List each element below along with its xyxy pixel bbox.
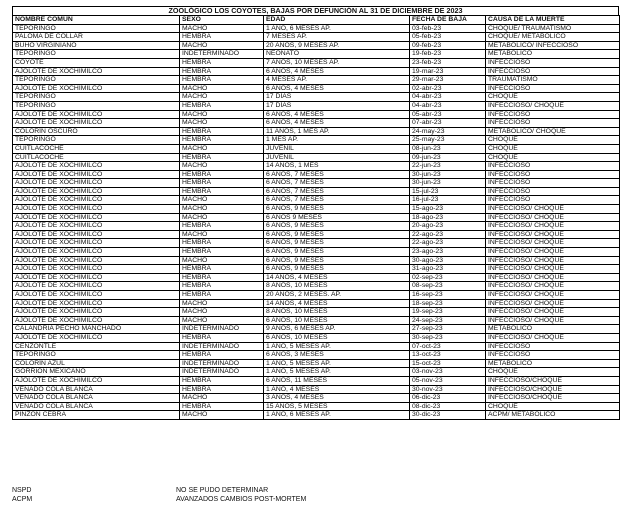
cell-fecha-de-baja: 09-jun-23 xyxy=(410,153,486,162)
note-meaning: AVANZADOS CAMBIOS POST-MORTEM xyxy=(176,496,307,503)
cell-fecha-de-baja: 23-ago-23 xyxy=(410,248,486,257)
cell-edad: 6 AÑOS, 9 MESES xyxy=(264,230,410,239)
cell-fecha-de-baja: 30-sep-23 xyxy=(410,333,486,342)
cell-causa-de-la-muerte: METABÓLICO/ CHOQUE xyxy=(486,127,620,136)
cell-nombre-comun: TEPORINGO xyxy=(13,76,180,85)
table-row xyxy=(13,93,620,102)
cell-causa-de-la-muerte: INFECCIOSO xyxy=(486,196,620,205)
cell-nombre-comun: AJOLOTE DE XOCHIMILCO xyxy=(13,316,180,325)
cell-nombre-comun: PALOMA DE COLLAR xyxy=(13,33,180,42)
header-sexo: SEXO xyxy=(180,16,264,25)
cell-fecha-de-baja: 07-oct-23 xyxy=(410,342,486,351)
cell-sexo: HEMBRA xyxy=(180,136,264,145)
table-row xyxy=(13,411,620,420)
cell-fecha-de-baja: 23-feb-23 xyxy=(410,58,486,67)
cell-nombre-comun: AJOLOTE DE XOCHIMILCO xyxy=(13,376,180,385)
table-row xyxy=(13,385,620,394)
cell-fecha-de-baja: 08-sep-23 xyxy=(410,282,486,291)
cell-nombre-comun: TEPORINGO xyxy=(13,93,180,102)
table-row xyxy=(13,101,620,110)
cell-causa-de-la-muerte: INFECCIOSO/ CHOQUE xyxy=(486,205,620,214)
cell-nombre-comun: AJOLOTE DE XOCHIMILCO xyxy=(13,119,180,128)
cell-nombre-comun: AJOLOTE DE XOCHIMILCO xyxy=(13,84,180,93)
cell-edad: 15 AÑOS, 5 MESES xyxy=(264,402,410,411)
header-causa-de-la-muerte: CAUSA DE LA MUERTE xyxy=(486,16,620,25)
cell-fecha-de-baja: 13-oct-23 xyxy=(410,351,486,360)
cell-edad: 4 MESES AP. xyxy=(264,76,410,85)
cell-edad: 6 AÑOS, 9 MESES xyxy=(264,256,410,265)
cell-sexo: HEMBRA xyxy=(180,67,264,76)
cell-nombre-comun: AJOLOTE DE XOCHIMILCO xyxy=(13,162,180,171)
table-row xyxy=(13,179,620,188)
cell-causa-de-la-muerte: INFECCIOSO/ CHOQUE xyxy=(486,239,620,248)
table-row xyxy=(13,368,620,377)
cell-sexo: HEMBRA xyxy=(180,33,264,42)
cell-fecha-de-baja: 19-sep-23 xyxy=(410,308,486,317)
cell-nombre-comun: GORRIÓN MEXICANO xyxy=(13,368,180,377)
table-row xyxy=(13,84,620,93)
cell-sexo: HEMBRA xyxy=(180,282,264,291)
cell-nombre-comun: VENADO COLA BLANCA xyxy=(13,385,180,394)
cell-nombre-comun: AJOLOTE DE XOCHIMILCO xyxy=(13,239,180,248)
cell-edad: JUVENIL xyxy=(264,153,410,162)
cell-nombre-comun: VENADO COLA BLANCA xyxy=(13,394,180,403)
table-row xyxy=(13,402,620,411)
table-row xyxy=(13,265,620,274)
table-row xyxy=(13,222,620,231)
cell-sexo: HEMBRA xyxy=(180,351,264,360)
table-row xyxy=(13,76,620,85)
cell-causa-de-la-muerte: INFECCIOSO xyxy=(486,110,620,119)
cell-edad: 1 AÑO, 5 MESES AP. xyxy=(264,342,410,351)
cell-edad: 6 AÑOS, 7 MESES xyxy=(264,170,410,179)
cell-fecha-de-baja: 05-abr-23 xyxy=(410,110,486,119)
cell-sexo: HEMBRA xyxy=(180,187,264,196)
cell-edad: 6 AÑOS, 9 MESES xyxy=(264,265,410,274)
cell-causa-de-la-muerte: INFECCIOSO/ CHOQUE xyxy=(486,316,620,325)
cell-fecha-de-baja: 05-nov-23 xyxy=(410,376,486,385)
cell-causa-de-la-muerte: INFECCIOSO xyxy=(486,84,620,93)
cell-edad: 6 AÑOS, 4 MESES xyxy=(264,119,410,128)
table-row xyxy=(13,342,620,351)
cell-nombre-comun: AJOLOTE DE XOCHIMILCO xyxy=(13,187,180,196)
table-row xyxy=(13,239,620,248)
cell-edad: 7 AÑOS, 10 MESES AP. xyxy=(264,58,410,67)
cell-edad: 6 AÑOS, 3 MESES xyxy=(264,351,410,360)
cell-causa-de-la-muerte: INFECCIOSO xyxy=(486,119,620,128)
cell-nombre-comun: AJOLOTE DE XOCHIMILCO xyxy=(13,333,180,342)
cell-nombre-comun: TEPORINGO xyxy=(13,50,180,59)
table-row xyxy=(13,162,620,171)
table-row xyxy=(13,230,620,239)
table-row xyxy=(13,170,620,179)
cell-nombre-comun: AJOLOTE DE XOCHIMILCO xyxy=(13,265,180,274)
cell-fecha-de-baja: 06-dic-23 xyxy=(410,394,486,403)
cell-nombre-comun: CENZONTLE xyxy=(13,342,180,351)
cell-fecha-de-baja: 19-mar-23 xyxy=(410,67,486,76)
cell-sexo: HEMBRA xyxy=(180,239,264,248)
cell-nombre-comun: AJOLOTE DE XOCHIMILCO xyxy=(13,248,180,257)
cell-causa-de-la-muerte: INFECCIOSO xyxy=(486,179,620,188)
table-row xyxy=(13,333,620,342)
cell-nombre-comun: BÚHO VIRGINIANO xyxy=(13,41,180,50)
cell-nombre-comun: AJOLOTE DE XOCHIMILCO xyxy=(13,67,180,76)
table-row xyxy=(13,50,620,59)
cell-edad: 1 AÑO, 5 MESES AP. xyxy=(264,359,410,368)
cell-causa-de-la-muerte: INFECCIOSO xyxy=(486,58,620,67)
cell-edad: 20 AÑOS, 9 MESES AP. xyxy=(264,41,410,50)
cell-sexo: HEMBRA xyxy=(180,170,264,179)
cell-nombre-comun: AJOLOTE DE XOCHIMILCO xyxy=(13,196,180,205)
cell-edad: 6 AÑOS, 9 MESES xyxy=(264,248,410,257)
cell-causa-de-la-muerte: INFECCIOSO xyxy=(486,170,620,179)
cell-fecha-de-baja: 22-ago-23 xyxy=(410,230,486,239)
cell-edad: 1 MES AP. xyxy=(264,136,410,145)
cell-sexo: HEMBRA xyxy=(180,376,264,385)
cell-sexo: HEMBRA xyxy=(180,273,264,282)
cell-causa-de-la-muerte: INFECCIOSO/ CHOQUE xyxy=(486,299,620,308)
cell-causa-de-la-muerte: INFECCIOSO/CHOQUE xyxy=(486,394,620,403)
cell-edad: 8 AÑOS, 10 MESES xyxy=(264,282,410,291)
cell-sexo: HEMBRA xyxy=(180,58,264,67)
cell-edad: 6 AÑOS, 7 MESES xyxy=(264,179,410,188)
cell-sexo: INDETERMINADO xyxy=(180,325,264,334)
cell-fecha-de-baja: 22-ago-23 xyxy=(410,239,486,248)
cell-sexo: HEMBRA xyxy=(180,291,264,300)
cell-nombre-comun: AJOLOTE DE XOCHIMILCO xyxy=(13,230,180,239)
cell-nombre-comun: TEPORINGO xyxy=(13,351,180,360)
cell-fecha-de-baja: 30-jun-23 xyxy=(410,179,486,188)
cell-fecha-de-baja: 04-abr-23 xyxy=(410,101,486,110)
cell-sexo: MACHO xyxy=(180,119,264,128)
table-row xyxy=(13,213,620,222)
header-fecha-de-baja: FECHA DE BAJA xyxy=(410,16,486,25)
cell-sexo: MACHO xyxy=(180,213,264,222)
table-header-row xyxy=(13,16,620,25)
cell-edad: 6 AÑOS, 9 MESES xyxy=(264,205,410,214)
table-row xyxy=(13,205,620,214)
cell-nombre-comun: CUITLACOCHE xyxy=(13,153,180,162)
cell-sexo: MACHO xyxy=(180,230,264,239)
note-row xyxy=(12,495,619,504)
cell-edad: 17 DÍAS xyxy=(264,93,410,102)
cell-sexo: HEMBRA xyxy=(180,248,264,257)
cell-sexo: MACHO xyxy=(180,144,264,153)
cell-edad: 6 AÑOS, 11 MESES xyxy=(264,376,410,385)
cell-fecha-de-baja: 16-sep-23 xyxy=(410,291,486,300)
cell-fecha-de-baja: 30-dic-23 xyxy=(410,411,486,420)
cell-nombre-comun: TEPORINGO xyxy=(13,101,180,110)
cell-nombre-comun: AJOLOTE DE XOCHIMILCO xyxy=(13,205,180,214)
cell-causa-de-la-muerte: CHOQUE/ METABÓLICO xyxy=(486,33,620,42)
cell-nombre-comun: PINZÓN CEBRA xyxy=(13,411,180,420)
cell-fecha-de-baja: 31-ago-23 xyxy=(410,265,486,274)
document xyxy=(12,6,619,420)
note-abbreviation: NSPD xyxy=(12,487,32,494)
cell-nombre-comun: AJOLOTE DE XOCHIMILCO xyxy=(13,179,180,188)
cell-fecha-de-baja: 08-jun-23 xyxy=(410,144,486,153)
table-row xyxy=(13,273,620,282)
table-row xyxy=(13,282,620,291)
cell-nombre-comun: AJOLOTE DE XOCHIMILCO xyxy=(13,213,180,222)
cell-edad: 6 AÑOS, 10 MESES xyxy=(264,333,410,342)
cell-fecha-de-baja: 30-jun-23 xyxy=(410,170,486,179)
cell-sexo: MACHO xyxy=(180,316,264,325)
cell-nombre-comun: COYOTE xyxy=(13,58,180,67)
cell-edad: 11 AÑOS, 1 MES AP. xyxy=(264,127,410,136)
cell-nombre-comun: CUITLACOCHE xyxy=(13,144,180,153)
note-meaning: NO SE PUDO DETERMINAR xyxy=(176,487,269,494)
cell-fecha-de-baja: 30-nov-23 xyxy=(410,385,486,394)
cell-causa-de-la-muerte: INFECCIOSO/ CHOQUE xyxy=(486,265,620,274)
cell-edad: 6 AÑOS, 10 MESES xyxy=(264,316,410,325)
cell-fecha-de-baja: 24-sep-23 xyxy=(410,316,486,325)
deaths-table xyxy=(12,15,620,420)
cell-fecha-de-baja: 15-ago-23 xyxy=(410,205,486,214)
cell-sexo: INDETERMINADO xyxy=(180,368,264,377)
cell-sexo: HEMBRA xyxy=(180,222,264,231)
cell-nombre-comun: TEPORINGO xyxy=(13,136,180,145)
table-row xyxy=(13,136,620,145)
cell-edad: 17 DÍAS xyxy=(264,101,410,110)
table-row xyxy=(13,187,620,196)
cell-edad: 1 AÑO, 4 MESES xyxy=(264,385,410,394)
table-row xyxy=(13,119,620,128)
cell-nombre-comun: AJOLOTE DE XOCHIMILCO xyxy=(13,273,180,282)
cell-fecha-de-baja: 15-oct-23 xyxy=(410,359,486,368)
cell-edad: JUVENIL xyxy=(264,144,410,153)
cell-causa-de-la-muerte: TRAUMATISMO xyxy=(486,76,620,85)
cell-nombre-comun: COLORÍN AZUL xyxy=(13,359,180,368)
cell-nombre-comun: CALANDRIA PECHO MANCHADO xyxy=(13,325,180,334)
cell-causa-de-la-muerte: INFECCIOSO xyxy=(486,187,620,196)
cell-sexo: MACHO xyxy=(180,110,264,119)
cell-causa-de-la-muerte: CHOQUE xyxy=(486,144,620,153)
cell-causa-de-la-muerte: METABÓLICO xyxy=(486,359,620,368)
cell-causa-de-la-muerte: CHOQUE xyxy=(486,153,620,162)
cell-sexo: MACHO xyxy=(180,205,264,214)
cell-causa-de-la-muerte: METABÓLICO/ INFECCIOSO xyxy=(486,41,620,50)
cell-causa-de-la-muerte: INFECCIOSO xyxy=(486,342,620,351)
cell-nombre-comun: AJOLOTE DE XOCHIMILCO xyxy=(13,299,180,308)
cell-causa-de-la-muerte: INFECCIOSO/ CHOQUE xyxy=(486,248,620,257)
cell-causa-de-la-muerte: INFECCIOSO/ CHOQUE xyxy=(486,291,620,300)
cell-nombre-comun: AJOLOTE DE XOCHIMILCO xyxy=(13,282,180,291)
cell-fecha-de-baja: 03-nov-23 xyxy=(410,368,486,377)
cell-causa-de-la-muerte: INFECCIOSO/ CHOQUE xyxy=(486,230,620,239)
cell-sexo: MACHO xyxy=(180,256,264,265)
cell-sexo: HEMBRA xyxy=(180,385,264,394)
cell-nombre-comun: VENADO COLA BLANCA xyxy=(13,402,180,411)
cell-fecha-de-baja: 07-abr-23 xyxy=(410,119,486,128)
abbreviation-notes xyxy=(12,486,619,504)
cell-causa-de-la-muerte: METABÓLICO xyxy=(486,325,620,334)
cell-causa-de-la-muerte: CHOQUE xyxy=(486,402,620,411)
table-row xyxy=(13,351,620,360)
cell-fecha-de-baja: 02-sep-23 xyxy=(410,273,486,282)
table-row xyxy=(13,153,620,162)
cell-fecha-de-baja: 30-ago-23 xyxy=(410,256,486,265)
cell-fecha-de-baja: 24-may-23 xyxy=(410,127,486,136)
cell-sexo: HEMBRA xyxy=(180,333,264,342)
cell-edad: 6 AÑOS, 4 MESES xyxy=(264,110,410,119)
table-row xyxy=(13,394,620,403)
cell-sexo: MACHO xyxy=(180,411,264,420)
cell-causa-de-la-muerte: INFECCIOSO/ CHOQUE xyxy=(486,256,620,265)
cell-nombre-comun: AJOLOTE DE XOCHIMILCO xyxy=(13,170,180,179)
cell-sexo: MACHO xyxy=(180,41,264,50)
cell-nombre-comun: AJOLOTE DE XOCHIMILCO xyxy=(13,308,180,317)
cell-causa-de-la-muerte: INFECCIOSO xyxy=(486,67,620,76)
cell-edad: 8 AÑOS, 10 MESES xyxy=(264,308,410,317)
cell-sexo: HEMBRA xyxy=(180,265,264,274)
document-title: ZOOLÓGICO LOS COYOTES, BAJAS POR DEFUNCIÓN AL 31 DE DICIEMBRE DE 2023 xyxy=(12,6,619,15)
cell-fecha-de-baja: 03-feb-23 xyxy=(410,24,486,33)
cell-fecha-de-baja: 19-feb-23 xyxy=(410,50,486,59)
cell-edad: 14 AÑOS, 4 MESES xyxy=(264,299,410,308)
cell-causa-de-la-muerte: INFECCIOSO/ CHOQUE xyxy=(486,282,620,291)
cell-edad: 6 AÑOS 9 MESES xyxy=(264,213,410,222)
cell-nombre-comun: AJOLOTE DE XOCHIMILCO xyxy=(13,222,180,231)
cell-fecha-de-baja: 22-jun-23 xyxy=(410,162,486,171)
cell-causa-de-la-muerte: INFECCIOSO/ CHOQUE xyxy=(486,333,620,342)
cell-edad: 6 AÑOS, 9 MESES xyxy=(264,239,410,248)
cell-edad: 6 AÑOS, 9 MESES xyxy=(264,222,410,231)
cell-sexo: HEMBRA xyxy=(180,127,264,136)
cell-edad: 14 AÑOS, 1 MES xyxy=(264,162,410,171)
cell-edad: 1 AÑO, 6 MESES AP. xyxy=(264,411,410,420)
table-row xyxy=(13,359,620,368)
cell-sexo: MACHO xyxy=(180,84,264,93)
cell-fecha-de-baja: 20-ago-23 xyxy=(410,222,486,231)
table-row xyxy=(13,316,620,325)
cell-fecha-de-baja: 09-feb-23 xyxy=(410,41,486,50)
table-row xyxy=(13,24,620,33)
cell-fecha-de-baja: 15-jul-23 xyxy=(410,187,486,196)
cell-sexo: HEMBRA xyxy=(180,101,264,110)
cell-edad: 6 AÑOS, 7 MESES xyxy=(264,196,410,205)
cell-causa-de-la-muerte: INFECCIOSO/CHOQUE xyxy=(486,385,620,394)
cell-fecha-de-baja: 18-sep-23 xyxy=(410,299,486,308)
note-abbreviation: ACPM xyxy=(12,496,33,503)
cell-causa-de-la-muerte: INFECCIOSO/CHOQUE xyxy=(486,376,620,385)
header-nombre-comun: NOMBRE COMÚN xyxy=(13,16,180,25)
cell-edad: 7 MESES AP. xyxy=(264,33,410,42)
cell-edad: 1 AÑO, 5 MESES AP. xyxy=(264,368,410,377)
cell-causa-de-la-muerte: INFECCIOSO/ CHOQUE xyxy=(486,101,620,110)
cell-causa-de-la-muerte: CHOQUE xyxy=(486,136,620,145)
table-row xyxy=(13,144,620,153)
cell-edad: 1 AÑO, 6 MESES AP. xyxy=(264,24,410,33)
cell-edad: 14 AÑOS, 4 MESES xyxy=(264,273,410,282)
table-row xyxy=(13,41,620,50)
cell-fecha-de-baja: 05-feb-23 xyxy=(410,33,486,42)
cell-edad: 6 AÑOS, 7 MESES xyxy=(264,187,410,196)
cell-causa-de-la-muerte: CHOQUE/ TRAUMATISMO xyxy=(486,24,620,33)
cell-nombre-comun: COLORÍN OSCURO xyxy=(13,127,180,136)
cell-causa-de-la-muerte: CHOQUE xyxy=(486,368,620,377)
cell-fecha-de-baja: 29-mar-23 xyxy=(410,76,486,85)
cell-causa-de-la-muerte: INFECCIOSO/ CHOQUE xyxy=(486,213,620,222)
cell-fecha-de-baja: 08-dic-23 xyxy=(410,402,486,411)
cell-sexo: MACHO xyxy=(180,24,264,33)
cell-nombre-comun: AJOLOTE DE XOCHIMILCO xyxy=(13,291,180,300)
table-row xyxy=(13,256,620,265)
table-row xyxy=(13,291,620,300)
cell-causa-de-la-muerte: METABÓLICO xyxy=(486,50,620,59)
cell-nombre-comun: AJOLOTE DE XOCHIMILCO xyxy=(13,256,180,265)
table-row xyxy=(13,33,620,42)
table-row xyxy=(13,308,620,317)
cell-causa-de-la-muerte: INFECCIOSO/ CHOQUE xyxy=(486,273,620,282)
cell-sexo: MACHO xyxy=(180,162,264,171)
table-row xyxy=(13,196,620,205)
table-row xyxy=(13,299,620,308)
cell-edad: 6 AÑOS, 4 MESES xyxy=(264,84,410,93)
cell-sexo: MACHO xyxy=(180,308,264,317)
table-row xyxy=(13,127,620,136)
table-row xyxy=(13,248,620,257)
cell-sexo: MACHO xyxy=(180,196,264,205)
cell-sexo: MACHO xyxy=(180,394,264,403)
cell-fecha-de-baja: 27-sep-23 xyxy=(410,325,486,334)
cell-sexo: HEMBRA xyxy=(180,179,264,188)
cell-edad: 9 AÑOS, 6 MESES AP. xyxy=(264,325,410,334)
cell-causa-de-la-muerte: INFECCIOSO/ CHOQUE xyxy=(486,222,620,231)
cell-causa-de-la-muerte: INFECCIOSO xyxy=(486,162,620,171)
cell-sexo: HEMBRA xyxy=(180,153,264,162)
table-row xyxy=(13,67,620,76)
cell-sexo: HEMBRA xyxy=(180,76,264,85)
cell-fecha-de-baja: 18-ago-23 xyxy=(410,213,486,222)
cell-sexo: INDETERMINADO xyxy=(180,342,264,351)
note-row xyxy=(12,486,619,495)
cell-edad: 20 AÑOS, 2 MESES. AP. xyxy=(264,291,410,300)
table-row xyxy=(13,376,620,385)
header-edad: EDAD xyxy=(264,16,410,25)
cell-causa-de-la-muerte: ACPM/ METABÓLICO xyxy=(486,411,620,420)
cell-fecha-de-baja: 02-abr-23 xyxy=(410,84,486,93)
cell-nombre-comun: AJOLOTE DE XOCHIMILCO xyxy=(13,110,180,119)
cell-fecha-de-baja: 25-may-23 xyxy=(410,136,486,145)
cell-sexo: HEMBRA xyxy=(180,402,264,411)
table-row xyxy=(13,110,620,119)
table-row xyxy=(13,325,620,334)
cell-fecha-de-baja: 04-abr-23 xyxy=(410,93,486,102)
cell-edad: 3 AÑOS, 4 MESES xyxy=(264,394,410,403)
cell-causa-de-la-muerte: INFECCIOSO/ CHOQUE xyxy=(486,308,620,317)
cell-sexo: MACHO xyxy=(180,93,264,102)
cell-sexo: INDETERMINADO xyxy=(180,50,264,59)
cell-sexo: INDETERMINADO xyxy=(180,359,264,368)
table-row xyxy=(13,58,620,67)
cell-edad: NEONATO xyxy=(264,50,410,59)
cell-fecha-de-baja: 16-jul-23 xyxy=(410,196,486,205)
cell-causa-de-la-muerte: CHOQUE xyxy=(486,93,620,102)
cell-sexo: MACHO xyxy=(180,299,264,308)
table-body xyxy=(13,24,620,419)
cell-edad: 6 AÑOS, 4 MESES xyxy=(264,67,410,76)
cell-nombre-comun: TEPORINGO xyxy=(13,24,180,33)
cell-causa-de-la-muerte: INFECCIOSO xyxy=(486,351,620,360)
